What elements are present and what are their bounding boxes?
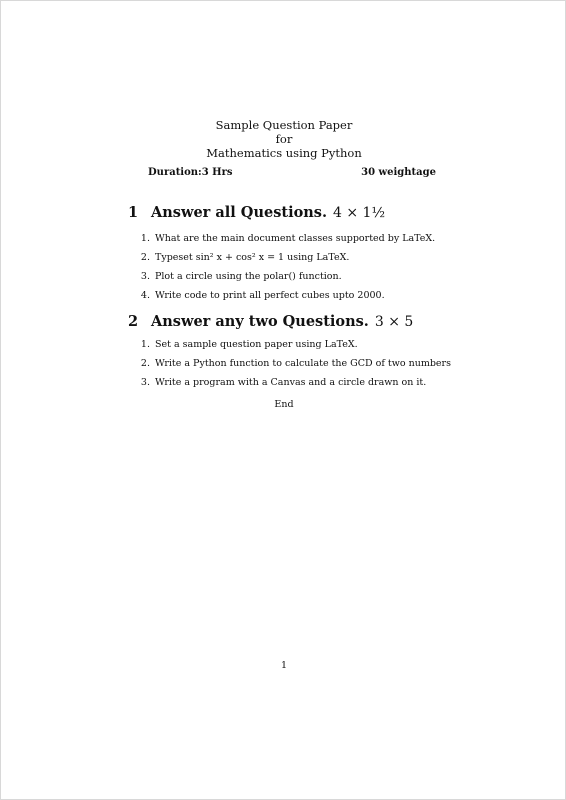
question-item (128, 248, 458, 267)
question-list (128, 229, 458, 305)
question-text: Write a program with a Canvas and a circle drawn on it. (155, 377, 427, 388)
question-text: Write a Python function to calculate the GCD of two numbers (155, 358, 451, 369)
title-block (1, 118, 566, 160)
title-line-1: Sample Question Paper (215, 118, 353, 132)
weightage-label: 30 weightage (361, 167, 436, 178)
question-text: What are the main document classes supported by LaTeX. (155, 233, 436, 244)
section-marks: 3 × 5 (374, 314, 414, 330)
section-heading (128, 313, 458, 335)
section-marks: 4 × 1½ (333, 205, 386, 221)
question-text: Set a sample question paper using LaTeX. (155, 339, 358, 350)
question-number: 3. (140, 271, 150, 282)
question-number: 2. (140, 358, 150, 369)
question-item (128, 229, 458, 248)
page-number: 1 (280, 660, 288, 671)
question-list (128, 335, 458, 392)
question-text: Plot a circle using the polar() function. (155, 271, 342, 282)
question-number: 3. (140, 377, 150, 388)
question-number: 4. (140, 290, 150, 301)
title-line-3: Mathematics using Python (206, 146, 362, 160)
question-text: Write code to print all perfect cubes upto 2000. (155, 290, 385, 301)
duration-label: Duration:3 Hrs (148, 167, 233, 178)
question-item (128, 373, 458, 392)
section-title: Answer any two Questions. (151, 313, 369, 330)
end-label: End (274, 399, 294, 410)
title-line-2: for (275, 132, 293, 146)
meta-row (148, 167, 436, 178)
section-2 (128, 313, 458, 392)
section-title: Answer all Questions. (151, 204, 328, 221)
section-heading (128, 204, 458, 226)
question-item (128, 354, 458, 373)
question-item (128, 267, 458, 286)
question-text: Typeset sin² x + cos² x = 1 using LaTeX. (155, 252, 350, 263)
question-number: 1. (140, 233, 150, 244)
section-1 (128, 204, 458, 305)
question-number: 2. (140, 252, 150, 263)
question-item (128, 286, 458, 305)
question-item (128, 335, 458, 354)
question-number: 1. (140, 339, 150, 350)
section-number: 1 (128, 204, 139, 221)
section-number: 2 (128, 313, 139, 330)
